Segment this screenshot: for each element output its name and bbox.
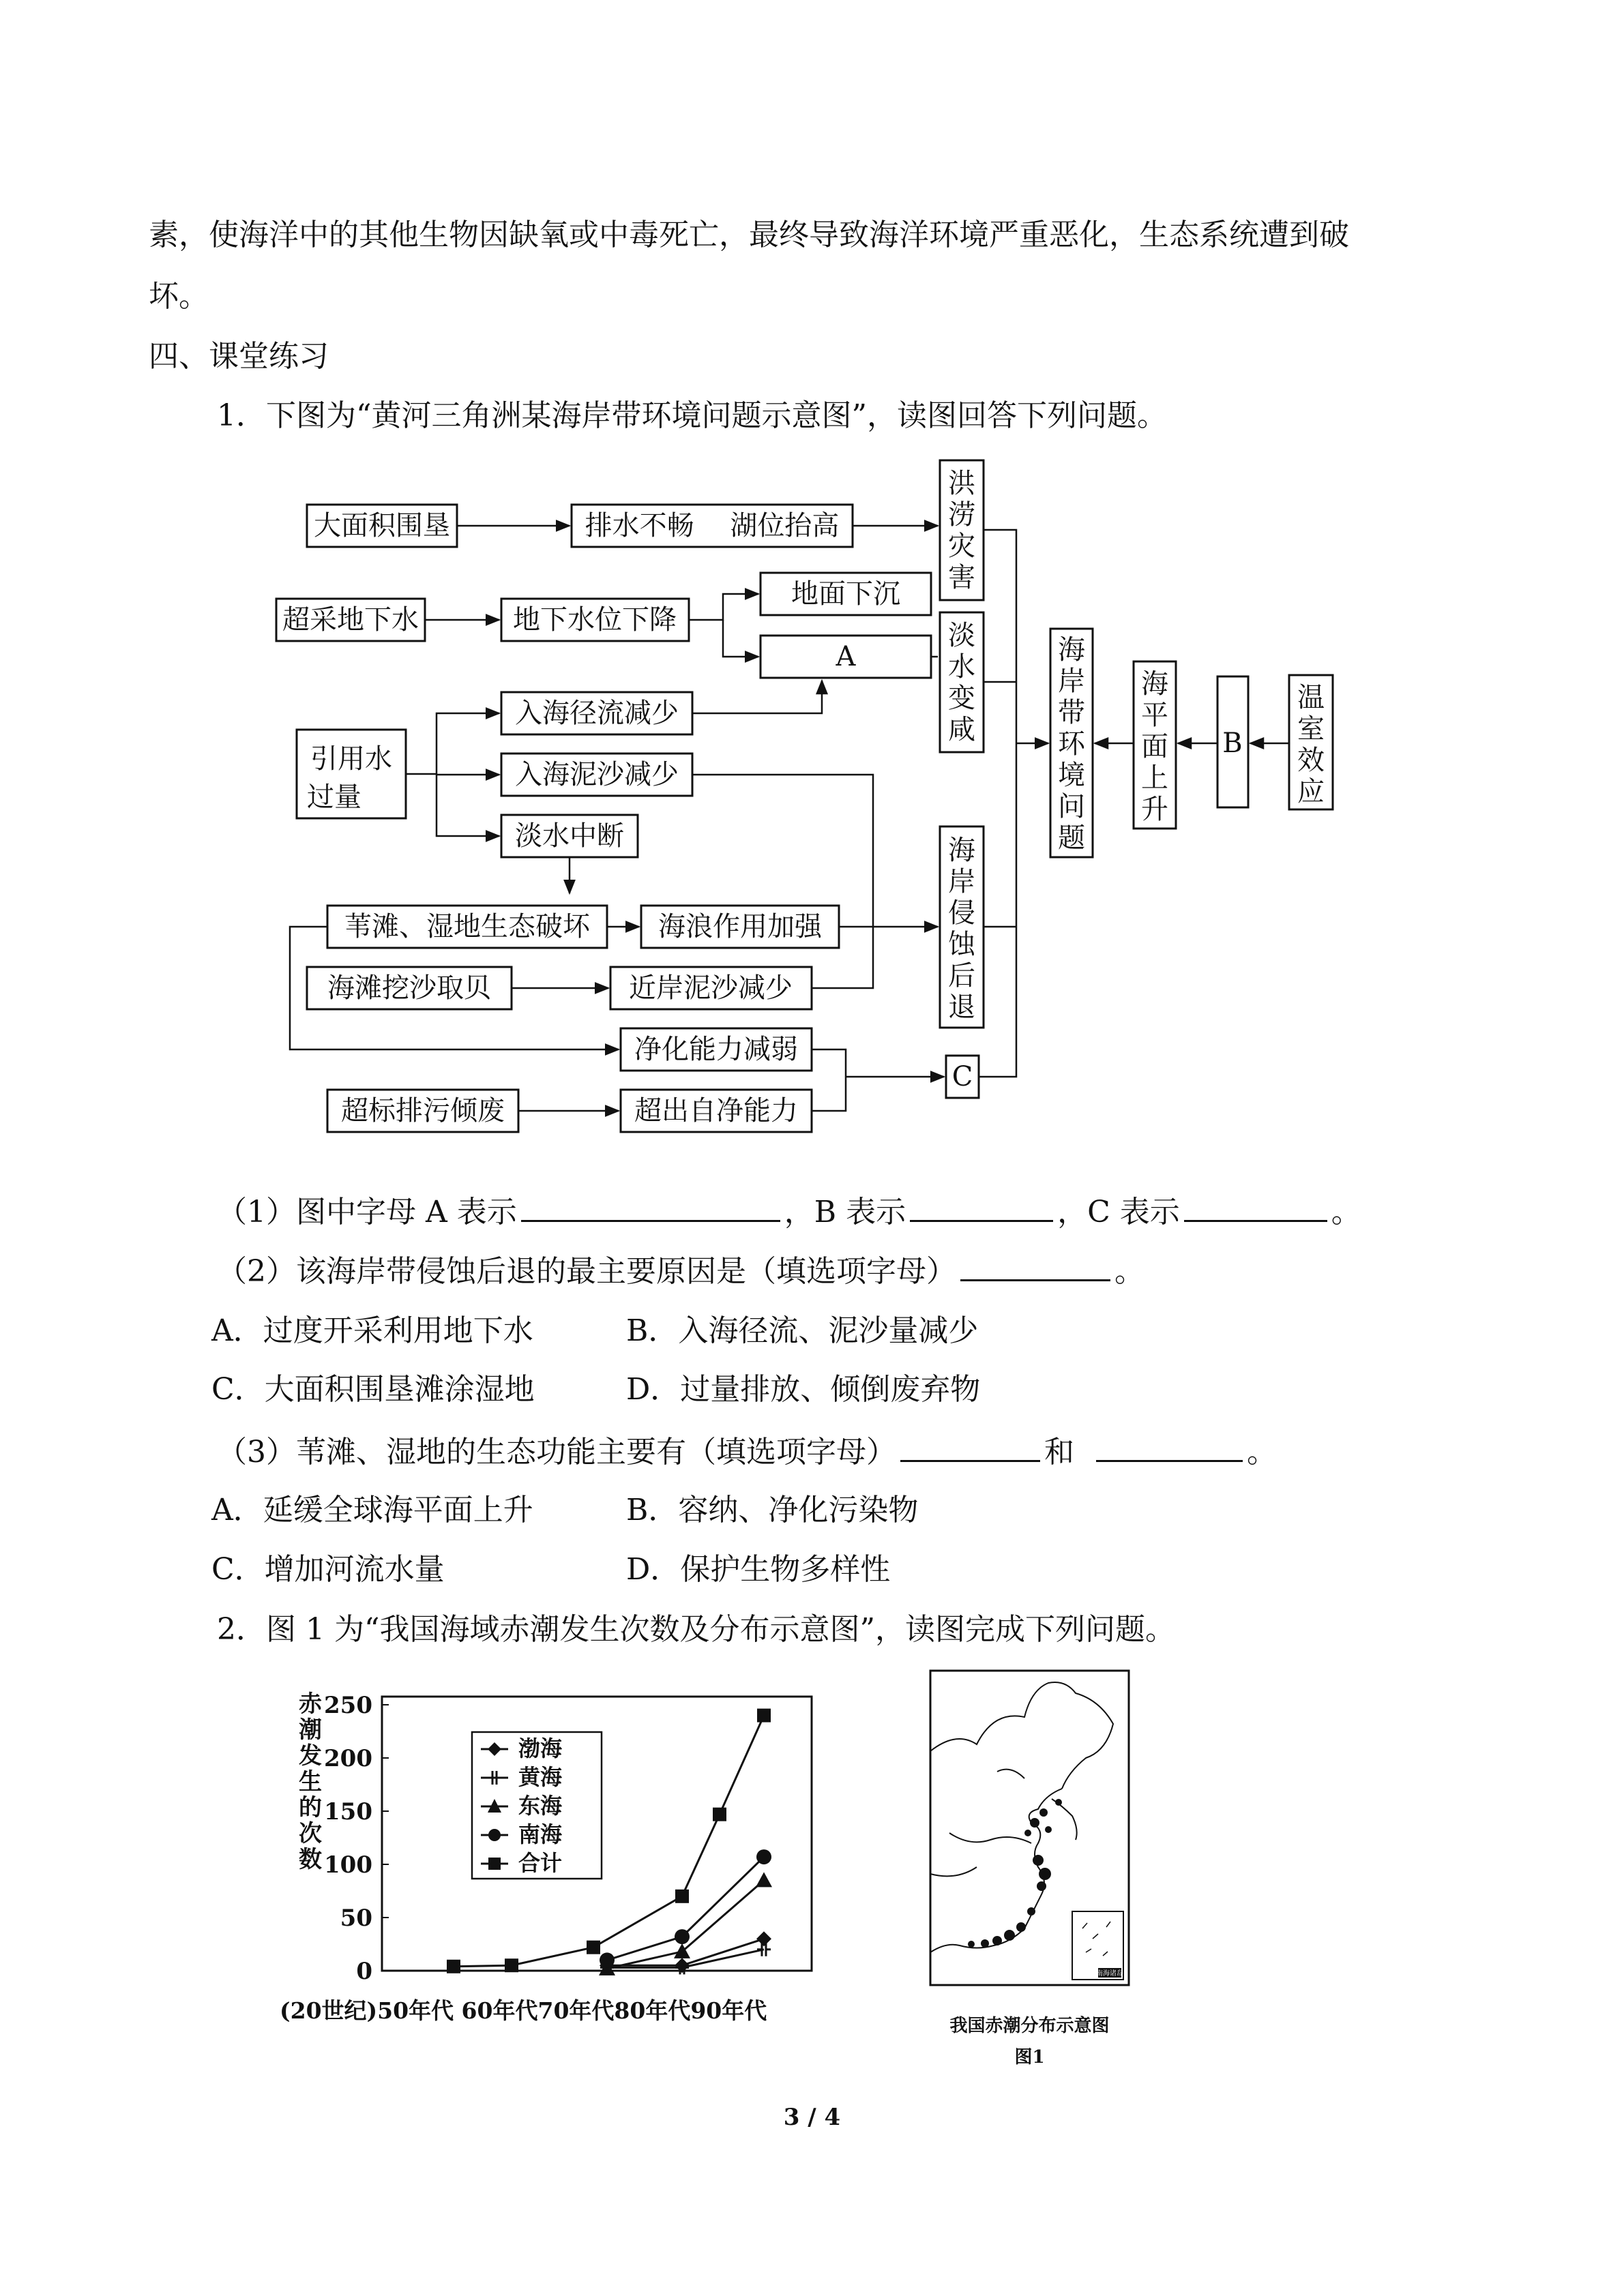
label-chaocai: 超采地下水 [282,604,419,636]
china-red-tide-map [929,1669,1130,1986]
label-watsha: 海滩挖沙取贝 [327,972,491,1004]
red-tide-chart [273,1684,832,2053]
y-axis-label-char: 次 [299,1820,322,1847]
q1-stem: 1．下图为“黄河三角洲某海岸带环境问题示意图”，读图回答下列问题。 [217,398,1167,433]
y-axis-label-char: 发 [299,1742,322,1770]
y-tick-label: 150 [324,1798,372,1825]
sub2-option-b: B．入海径流、泥沙量减少 [626,1313,979,1348]
answer-blank-sub3-1[interactable] [900,1429,1040,1462]
vlabel-honglao-3: 灾 [948,531,975,562]
map-inset-label: 南海诸岛 [1096,1970,1123,1978]
label-jingliu: 入海径流减少 [515,698,679,729]
vlabel-honglao-2: 涝 [948,499,975,531]
series-point-合计 [587,1941,600,1954]
series-point-南海 [600,1952,615,1967]
label-B: B [1222,728,1243,759]
label-C: C [951,1061,973,1092]
label-yinyongshui: 引用水 [310,743,392,775]
label-dixiashui: 地下水位下降 [513,604,677,636]
series-point-南海 [675,1929,690,1944]
q1-sub2: （2）该海岸带侵蚀后退的最主要原因是（填选项字母） 。 [217,1241,1554,1302]
figure-label: 图1 [1014,2047,1045,2068]
series-point-合计 [713,1808,726,1821]
label-weitan: 苇滩、湿地生态破坏 [344,911,590,942]
series-line-南海 [607,1857,764,1960]
coastal-problem-diagram [259,450,1350,1146]
vlabel-honglao-4: 害 [948,562,975,593]
label-paishui: 排水不畅 湖位抬高 [585,510,840,541]
vlabel-wenshi-1: 温 [1297,682,1325,713]
series-point-合计 [757,1709,771,1723]
vlabel-wenshi-2: 室 [1297,713,1325,745]
q1-sub1: （1）图中字母 A 表示 ，B 表示 ，C 表示 。 [217,1182,1554,1243]
vlabel-haiping-1: 海 [1141,668,1168,700]
answer-blank-sub3-2[interactable] [1096,1429,1243,1462]
label-danshui-zhongduan: 淡水中断 [515,820,624,852]
vlabel-qinshi-5: 后 [948,960,975,992]
vlabel-wenshi-4: 应 [1297,776,1325,807]
y-axis-label-char: 潮 [299,1716,322,1744]
answer-blank-A[interactable] [521,1189,780,1222]
vlabel-haiping-2: 平 [1141,700,1168,731]
series-point-合计 [505,1958,518,1972]
answer-blank-B[interactable] [910,1189,1053,1222]
label-nisha: 入海泥沙减少 [515,759,679,790]
vlabel-qinshi-4: 蚀 [948,929,975,960]
q1-sub3: （3）苇滩、湿地的生态功能主要有（填选项字母） 和 。 [217,1422,1554,1483]
vlabel-bianxian-1: 淡 [948,620,975,651]
sub2-option-d: D．过量排放、倾倒废弃物 [626,1372,981,1407]
series-point-合计 [447,1960,460,1973]
vlabel-wenti-7: 题 [1058,822,1085,854]
sub3-option-c: C．增加河流水量 [211,1552,445,1587]
vlabel-wenshi-3: 效 [1297,745,1325,776]
label-chaobiao: 超标排污倾废 [341,1095,505,1127]
legend-marker-合计 [488,1858,501,1870]
y-axis-label-char: 赤 [299,1690,322,1718]
series-point-南海 [756,1849,771,1864]
vlabel-bianxian-2: 水 [948,651,975,683]
label-guoliang: 过量 [307,781,361,813]
vlabel-haiping-3: 面 [1141,731,1168,762]
intro-line-2: 坏。 [149,279,209,314]
q2-stem: 2．图 1 为“我国海域赤潮发生次数及分布示意图”，读图完成下列问题。 [217,1612,1175,1647]
label-hailang: 海浪作用加强 [658,911,822,942]
vlabel-wenti-5: 境 [1058,760,1085,791]
vlabel-qinshi-6: 退 [948,992,975,1023]
chart-xlabel: (20世纪)50年代 60年代70年代80年代90年代 [280,1997,767,2024]
vlabel-wenti-6: 问 [1058,791,1085,822]
label-chaochu: 超出自净能力 [634,1095,798,1127]
vlabel-wenti-4: 环 [1058,728,1085,760]
vlabel-qinshi-3: 侵 [948,897,975,929]
y-tick-label: 0 [356,1958,372,1985]
legend-label-渤海: 渤海 [518,1735,563,1761]
page-number: 3 / 4 [783,2104,841,2131]
legend-label-南海: 南海 [518,1821,563,1847]
section-title: 四、课堂练习 [149,339,329,374]
vlabel-bianxian-3: 变 [948,683,975,714]
vlabel-wenti-1: 海 [1058,634,1085,666]
sub2-option-c: C．大面积围垦滩涂湿地 [211,1372,535,1407]
label-weiken: 大面积围垦 [314,510,450,541]
label-dimian: 地面下沉 [791,578,900,610]
vlabel-qinshi-1: 海 [948,835,975,866]
label-A: A [836,641,856,672]
vlabel-haiping-5: 升 [1141,794,1168,825]
vlabel-qinshi-2: 岸 [948,866,975,897]
legend-marker-南海 [488,1829,501,1841]
sub3-option-a: A．延缓全球海平面上升 [211,1493,533,1527]
vlabel-haiping-4: 上 [1141,762,1168,794]
y-tick-label: 200 [324,1745,372,1772]
series-point-渤海 [756,1931,771,1946]
sub3-option-b: B．容纳、净化污染物 [626,1493,919,1527]
answer-blank-C[interactable] [1184,1189,1327,1222]
y-tick-label: 100 [324,1851,372,1879]
legend-label-东海: 东海 [518,1793,563,1819]
label-jinan: 近岸泥沙减少 [629,972,793,1004]
intro-line-1: 素，使海洋中的其他生物因缺氧或中毒死亡，最终导致海洋环境严重恶化，生态系统遭到破 [149,218,1349,252]
legend-label-黄海: 黄海 [518,1764,563,1790]
series-point-东海 [756,1872,772,1887]
vlabel-wenti-3: 带 [1058,697,1085,728]
vlabel-wenti-2: 岸 [1058,666,1085,697]
vlabel-bianxian-4: 咸 [948,714,975,745]
vlabel-honglao-1: 洪 [948,468,975,499]
map-caption: 我国赤潮分布示意图 [949,2016,1110,2036]
y-axis-label-char: 的 [299,1794,322,1821]
y-tick-label: 250 [324,1692,372,1719]
answer-blank-sub2[interactable] [960,1248,1110,1281]
y-axis-label-char: 数 [299,1846,322,1873]
y-axis-label-char: 生 [299,1768,322,1795]
series-point-合计 [675,1890,689,1903]
sub3-option-d: D．保护生物多样性 [626,1552,891,1587]
legend-label-合计: 合计 [518,1850,563,1876]
label-jinghua: 净化能力减弱 [634,1034,798,1065]
y-tick-label: 50 [340,1905,372,1932]
sub2-option-a: A．过度开采利用地下水 [211,1313,533,1348]
